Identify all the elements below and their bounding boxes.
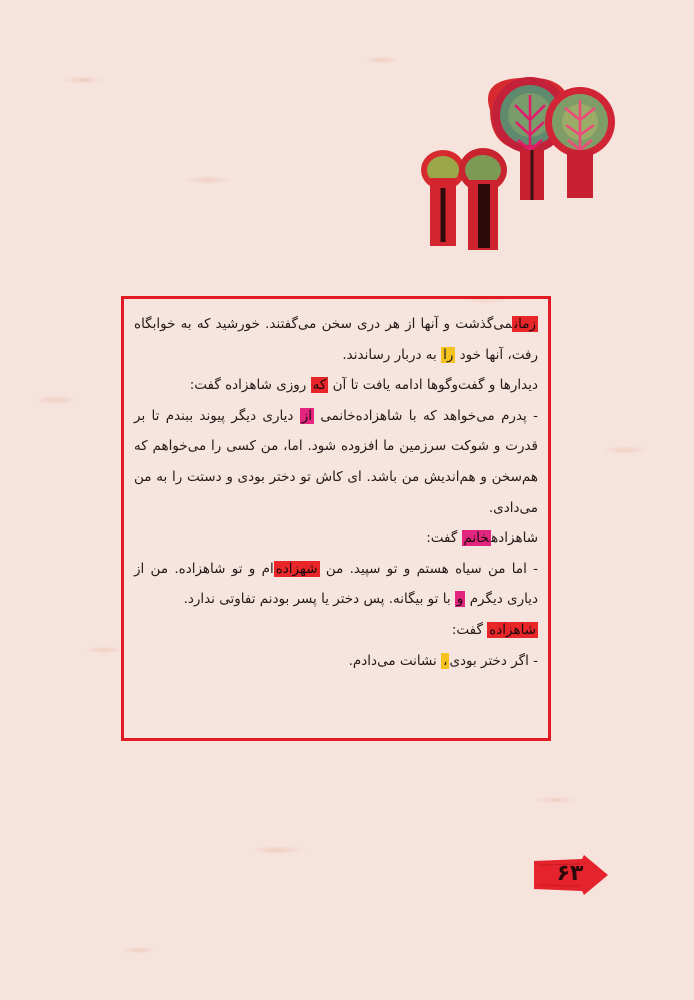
text-run: دیاری دیگر پیوند ببندم تا بر قدرت و شوکت سرزمین ما افزوده شود. اما، من کسی را می‌خواهم که هم‌سخن و هم‌اندیش من باشد. ای کاش تو دختر بودی و دستت را به من می‌دادی. — [134, 407, 538, 516]
paragraph-3 — [134, 401, 538, 523]
page-number: ۶۳ — [556, 861, 584, 886]
text-run: دیدارها و گفت‌وگوها ادامه یافت تا آن — [332, 377, 538, 394]
paragraph-5 — [134, 554, 538, 615]
highlighted-word: را — [443, 346, 454, 363]
text-run: گفت: — [451, 621, 483, 638]
paragraph-7 — [134, 646, 538, 677]
text-run: روزی شاهزاده گفت: — [189, 377, 307, 394]
text-run: ‌ام و تو شاهزاده. من از دیاری دیگرم — [134, 560, 538, 608]
text-run: می‌گذشت و آنها از هر دری سخن می‌گفتند. خورشید که به خوابگاه رفت، آنها خود — [134, 316, 538, 363]
paragraph-2 — [134, 370, 538, 401]
highlighted-word: ، — [443, 652, 448, 669]
text-run: شاهزاده — [491, 530, 538, 547]
highlighted-word: که — [312, 377, 327, 394]
highlighted-word: از — [301, 407, 312, 424]
highlighted-word: خانم — [463, 530, 490, 547]
highlighted-word: شهزاده — [275, 560, 318, 577]
highlighted-word: زمان — [514, 316, 536, 332]
text-run: - اگر دختر بودی — [449, 652, 538, 669]
paragraph-4 — [134, 523, 538, 554]
story-text-frame — [121, 296, 551, 741]
text-run: به دربار رساندند. — [342, 346, 437, 363]
story-text — [134, 309, 538, 676]
highlighted-word: و — [456, 591, 464, 608]
trees-illustration — [420, 70, 620, 255]
highlighted-word: شاهزاده — [489, 621, 536, 638]
text-run: با تو بیگانه. پس دختر یا پسر بودنم تفاوتی ندارد. — [183, 591, 451, 608]
text-run: - اما من سیاه هستم و تو سپید. من — [325, 560, 538, 577]
paragraph-6 — [134, 615, 538, 646]
text-run: - پدرم می‌خواهد که با شاهزاده‌خانمی — [320, 407, 538, 424]
text-run: گفت: — [426, 530, 458, 547]
paragraph-1 — [134, 309, 538, 370]
text-run: نشانت می‌دادم. — [348, 652, 437, 669]
